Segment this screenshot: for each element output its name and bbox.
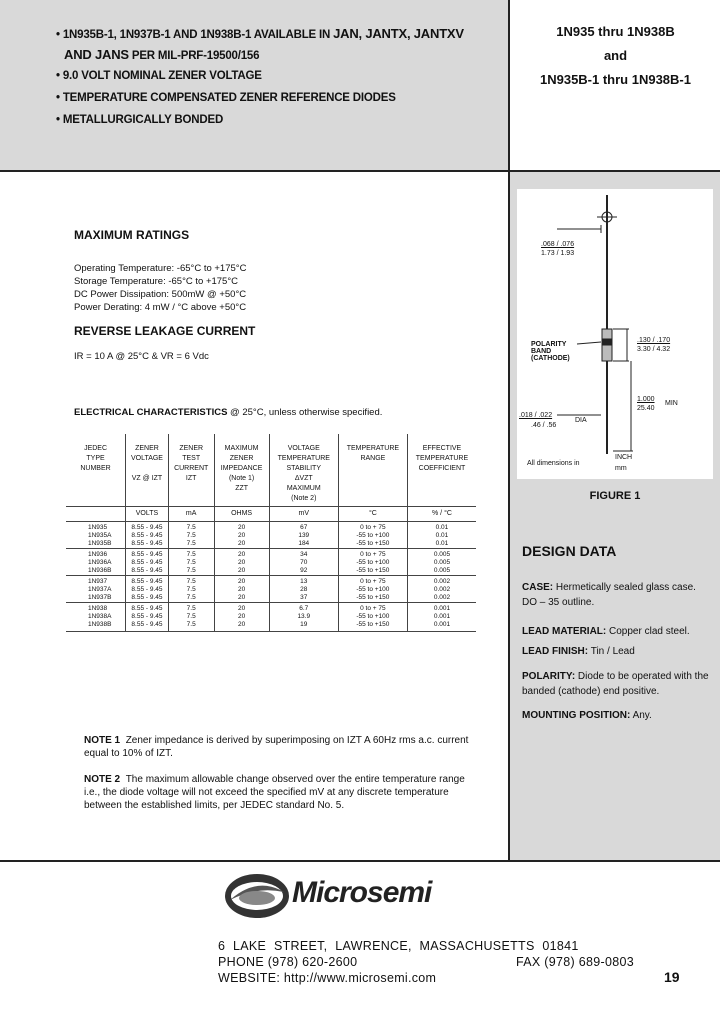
table-row [66,621,476,632]
table-cell: 1N935B [88,540,112,547]
table-cell: 0.002 [407,586,476,594]
feature-bullet-4: • METALLURGICALLY BONDED [56,114,224,126]
fax: FAX (978) 689-0803 [516,955,634,969]
table-cell: 20 [214,586,269,594]
table-cell: 1N937A [88,586,112,593]
table-cell: 0.01 [407,540,476,549]
microsemi-logo-icon [222,870,292,922]
table-cell: 1N936 [66,549,126,560]
column-header: TEMPERATURE RANGE [338,434,407,507]
table-cell: 8.55 - 9.45 [126,603,169,614]
table-cell: 8.55 - 9.45 [126,522,169,533]
table-cell: 0.001 [407,613,476,621]
diode-outline-drawing [517,189,713,479]
unit-mm: mm [615,465,627,472]
table-cell: 0.001 [407,621,476,632]
electrical-characteristics-table [66,434,476,632]
table-row [66,522,476,533]
table-cell: -55 to +150 [338,594,407,603]
unit-cell: mA [168,507,214,522]
table-cell: 20 [214,576,269,587]
footer-divider [0,860,720,862]
table-cell: 0.002 [407,594,476,603]
table-cell: 0 to + 75 [338,549,407,560]
table-cell: 34 [269,549,338,560]
rating-line: DC Power Dissipation: 500mW @ +50°C [74,289,247,300]
table-cell: -55 to +100 [338,613,407,621]
table-cell: 0 to + 75 [338,522,407,533]
table-cell: 0.005 [407,549,476,560]
table-cell: 7.5 [168,559,214,567]
table-cell: -55 to +150 [338,540,407,549]
table-cell: 7.5 [168,594,214,603]
table-cell: 139 [269,532,338,540]
table-cell: 8.55 - 9.45 [126,559,169,567]
address: 6 LAKE STREET, LAWRENCE, MASSACHUSETTS 01841 [218,939,579,953]
table-cell: 20 [214,532,269,540]
feature-bullet-2: • 9.0 VOLT NOMINAL ZENER VOLTAGE [56,70,262,82]
table-cell: 1N936B [88,567,112,574]
table-cell: 20 [214,559,269,567]
polarity-band-label: POLARITY BAND (CATHODE) [531,341,570,362]
all-dims-label: All dimensions in [527,460,580,467]
unit-cell: °C [338,507,407,522]
table-row [66,559,476,567]
table-cell: -55 to +100 [338,559,407,567]
part-title-line2: and [603,48,628,63]
dim-length: 1.000 [637,396,655,403]
table-cell: 20 [214,549,269,560]
table-cell: 1N938B [66,621,126,632]
rating-line: Power Derating: 4 mW / °C above +50°C [74,302,247,313]
table-row [66,532,476,540]
column-header: JEDEC TYPE NUMBER [80,445,111,472]
dim-wire-mm: .46 / .56 [531,422,557,429]
rating-line: Operating Temperature: -65°C to +175°C [74,263,247,274]
unit-cell: VOLTS [126,507,169,522]
table-cell: 92 [269,567,338,576]
table-cell: 8.55 - 9.45 [126,621,169,632]
max-ratings-title: MAXIMUM RATINGS [74,228,190,242]
leakage-line: IR = 10 A @ 25°C & VR = 6 Vdc [74,351,209,362]
table-cell: 7.5 [168,586,214,594]
header-divider [0,170,720,172]
table-cell: 8.55 - 9.45 [126,549,169,560]
unit-cell: OHMS [214,507,269,522]
table-cell: 7.5 [168,522,214,533]
brand-name: Microsemi [292,876,432,909]
dim-lead-dia-mm: 1.73 / 1.93 [541,250,575,257]
design-case: CASE: Hermetically sealed glass case. DO – 35 outline. [522,582,696,608]
table-cell: 0.005 [407,559,476,567]
table-cell: 7.5 [168,549,214,560]
table-cell: 28 [269,586,338,594]
table-cell: 1N937 [66,576,126,587]
table-cell: 8.55 - 9.45 [126,540,169,549]
phone: PHONE (978) 620-2600 [218,955,358,969]
table-row [66,603,476,614]
table-cell: 20 [214,613,269,621]
table-cell: 37 [269,594,338,603]
table-cell: 1N937B [88,594,112,601]
column-header: ZENER VOLTAGE VZ @ IZT [126,434,169,507]
leakage-title: REVERSE LEAKAGE CURRENT [74,324,256,338]
table-cell: 8.55 - 9.45 [126,532,169,540]
design-lead-finish: LEAD FINISH: Tin / Lead [522,646,635,657]
table-cell: 8.55 - 9.45 [126,576,169,587]
website-link[interactable]: WEBSITE: http://www.microsemi.com [218,971,437,985]
table-cell: 1N936A [88,559,112,566]
table-cell: -55 to +100 [338,532,407,540]
table-cell: 0 to + 75 [338,576,407,587]
page-number: 19 [664,969,680,985]
figure-1-diagram [517,189,713,479]
feature-bullet-1b: AND JANS PER MIL-PRF-19500/156 [64,47,260,62]
table-cell: 7.5 [168,621,214,632]
table-cell: -55 to +150 [338,567,407,576]
table-cell: 184 [269,540,338,549]
dim-length-unit: MIN [665,400,678,407]
table-cell: 7.5 [168,576,214,587]
table-cell: 19 [269,621,338,632]
table-row [66,586,476,594]
table-cell: 1N935 [66,522,126,533]
unit-cell [66,507,126,522]
table-cell: 7.5 [168,567,214,576]
table-cell: 8.55 - 9.45 [126,594,169,603]
dim-wire: .018 / .022 [519,412,553,419]
note-2: NOTE 2 The maximum allowable change observed over the entire temperature range i.e., the diode voltage will not exceed the specified mV at any discrete temperature between the established limits, per JEDEC standard No. 5. [84,774,465,811]
part-title-line1: 1N935 thru 1N938B [556,24,675,39]
table-row [66,576,476,587]
table-cell: 0.01 [407,532,476,540]
table-cell: 7.5 [168,540,214,549]
units-row [66,507,476,522]
table-cell: 20 [214,522,269,533]
table-cell: 0.002 [407,576,476,587]
design-polarity: POLARITY: Diode to be operated with the banded (cathode) end positive. [522,671,709,697]
part-title-line3: 1N935B-1 thru 1N938B-1 [539,72,691,87]
column-header: EFFECTIVE TEMPERATURE COEFFICIENT [407,434,476,507]
table-cell: -55 to +100 [338,586,407,594]
table-cell: 20 [214,540,269,549]
table-cell: 13.9 [269,613,338,621]
table-cell: 0.01 [407,522,476,533]
dim-body-mm: 3.30 / 4.32 [637,346,671,353]
dim-length-mm: 25.40 [637,405,655,412]
table-cell: 7.5 [168,603,214,614]
column-header: ZENER TEST CURRENT IZT [168,434,214,507]
table-cell: 7.5 [168,532,214,540]
table-cell: 7.5 [168,613,214,621]
table-cell: 0.005 [407,567,476,576]
table-header-row [66,434,476,507]
feature-bullet-3: • TEMPERATURE COMPENSATED ZENER REFERENCE DIODES [56,92,396,104]
dim-wire-unit: DIA [575,417,587,424]
table-cell: 8.55 - 9.45 [126,567,169,576]
note-1: NOTE 1 Zener impedance is derived by superimposing on IZT A 60Hz rms a.c. current equal to 10% of IZT. [84,735,469,759]
feature-bullet-1: • 1N935B-1, 1N937B-1 AND 1N938B-1 AVAILABLE IN JAN, JANTX, JANTXV [56,26,464,41]
table-cell: 20 [214,621,269,632]
table-cell: 13 [269,576,338,587]
column-header: MAXIMUM ZENER IMPEDANCE (Note 1) ZZT [214,434,269,507]
table-row [66,594,476,603]
vertical-divider [508,0,510,862]
table-cell: 1N938A [88,613,112,620]
table-row [66,613,476,621]
table-cell: 1N935A [88,532,112,539]
table-cell: 20 [214,567,269,576]
table-cell: 6.7 [269,603,338,614]
unit-inch: INCH [615,454,633,461]
table-cell: 20 [214,594,269,603]
design-lead-material: LEAD MATERIAL: Copper clad steel. [522,626,690,637]
table-cell: 8.55 - 9.45 [126,613,169,621]
column-header: VOLTAGE TEMPERATURE STABILITY ΔVZT MAXIMUM (Note 2) [269,434,338,507]
rating-line: Storage Temperature: -65°C to +175°C [74,276,239,287]
table-row [66,540,476,549]
table-cell: 1N938 [66,603,126,614]
table-cell: 20 [214,603,269,614]
electrical-title: ELECTRICAL CHARACTERISTICS @ 25°C, unless otherwise specified. [74,407,383,418]
dim-lead-dia: .068 / .076 [541,241,575,248]
figure-caption: FIGURE 1 [589,490,641,502]
table-cell: 0.001 [407,603,476,614]
table-cell: 67 [269,522,338,533]
dim-body: .130 / .170 [637,337,671,344]
unit-cell: mV [269,507,338,522]
table-cell: -55 to +150 [338,621,407,632]
design-data-title: DESIGN DATA [522,543,617,559]
table-row [66,549,476,560]
unit-cell: % / °C [407,507,476,522]
table-cell: 0 to + 75 [338,603,407,614]
table-cell: 70 [269,559,338,567]
table-cell: 8.55 - 9.45 [126,586,169,594]
table-row [66,567,476,576]
design-mounting: MOUNTING POSITION: Any. [522,710,652,721]
